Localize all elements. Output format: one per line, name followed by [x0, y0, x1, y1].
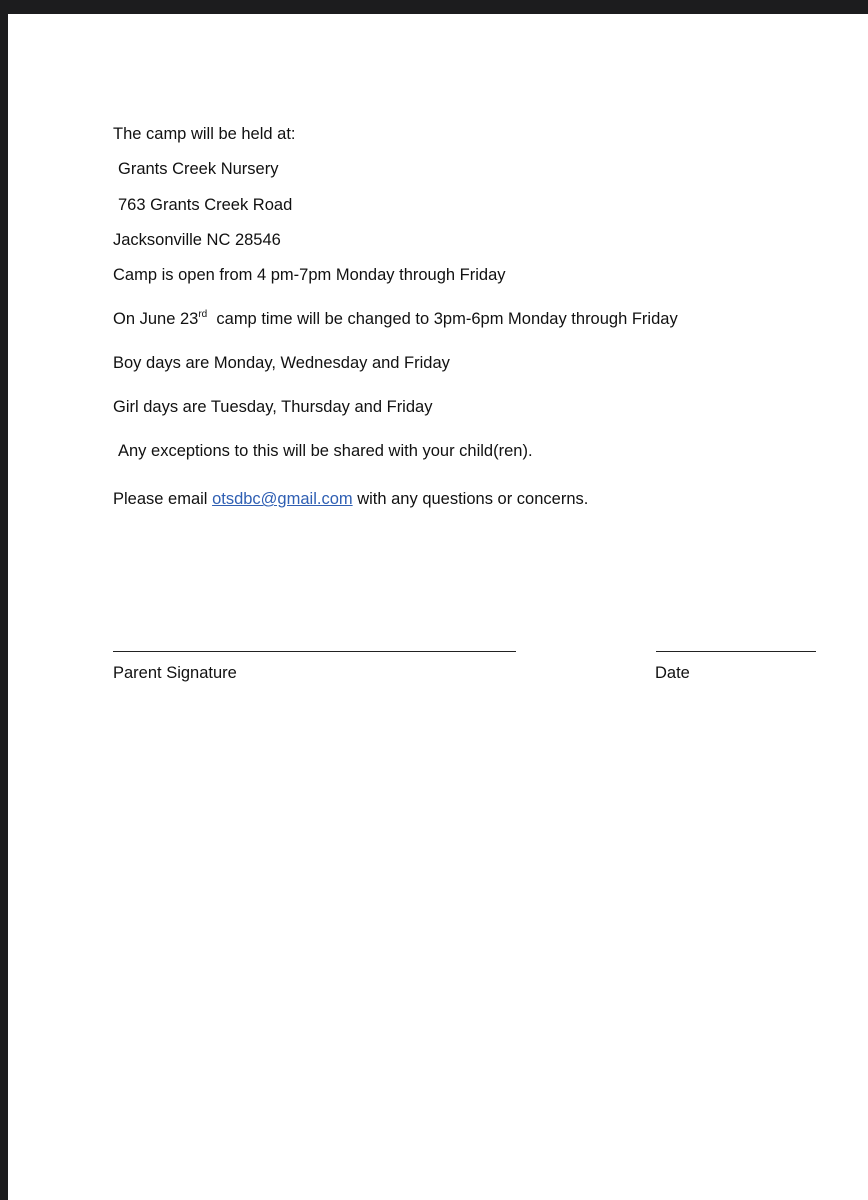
schedule-change-prefix: On June 23 [113, 310, 199, 328]
address-line-1: 763 Grants Creek Road [118, 196, 293, 214]
schedule-change-text [113, 309, 678, 329]
parent-signature-label: Parent Signature [113, 664, 237, 682]
contact-text [113, 489, 588, 509]
girl-days-text: Girl days are Tuesday, Thursday and Friday [113, 398, 433, 416]
date-line [656, 651, 816, 652]
parent-signature-line [113, 651, 516, 652]
schedule-change-rest: camp time will be changed to 3pm-6pm Monday through Friday [207, 310, 678, 328]
intro-text: The camp will be held at: [113, 125, 296, 143]
hours-text: Camp is open from 4 pm-7pm Monday through Friday [113, 266, 506, 284]
boy-days-text: Boy days are Monday, Wednesday and Friday [113, 354, 450, 372]
document-page [8, 14, 868, 1200]
contact-prefix: Please email [113, 490, 213, 508]
address-line-2: Jacksonville NC 28546 [113, 231, 281, 249]
exceptions-text: Any exceptions to this will be shared with your child(ren). [118, 442, 533, 460]
email-link[interactable]: otsdbc@gmail.com [212, 490, 353, 508]
location-name: Grants Creek Nursery [118, 160, 279, 178]
contact-suffix: with any questions or concerns. [352, 490, 589, 508]
schedule-change-ordinal: rd [198, 308, 208, 320]
date-label: Date [655, 664, 690, 682]
